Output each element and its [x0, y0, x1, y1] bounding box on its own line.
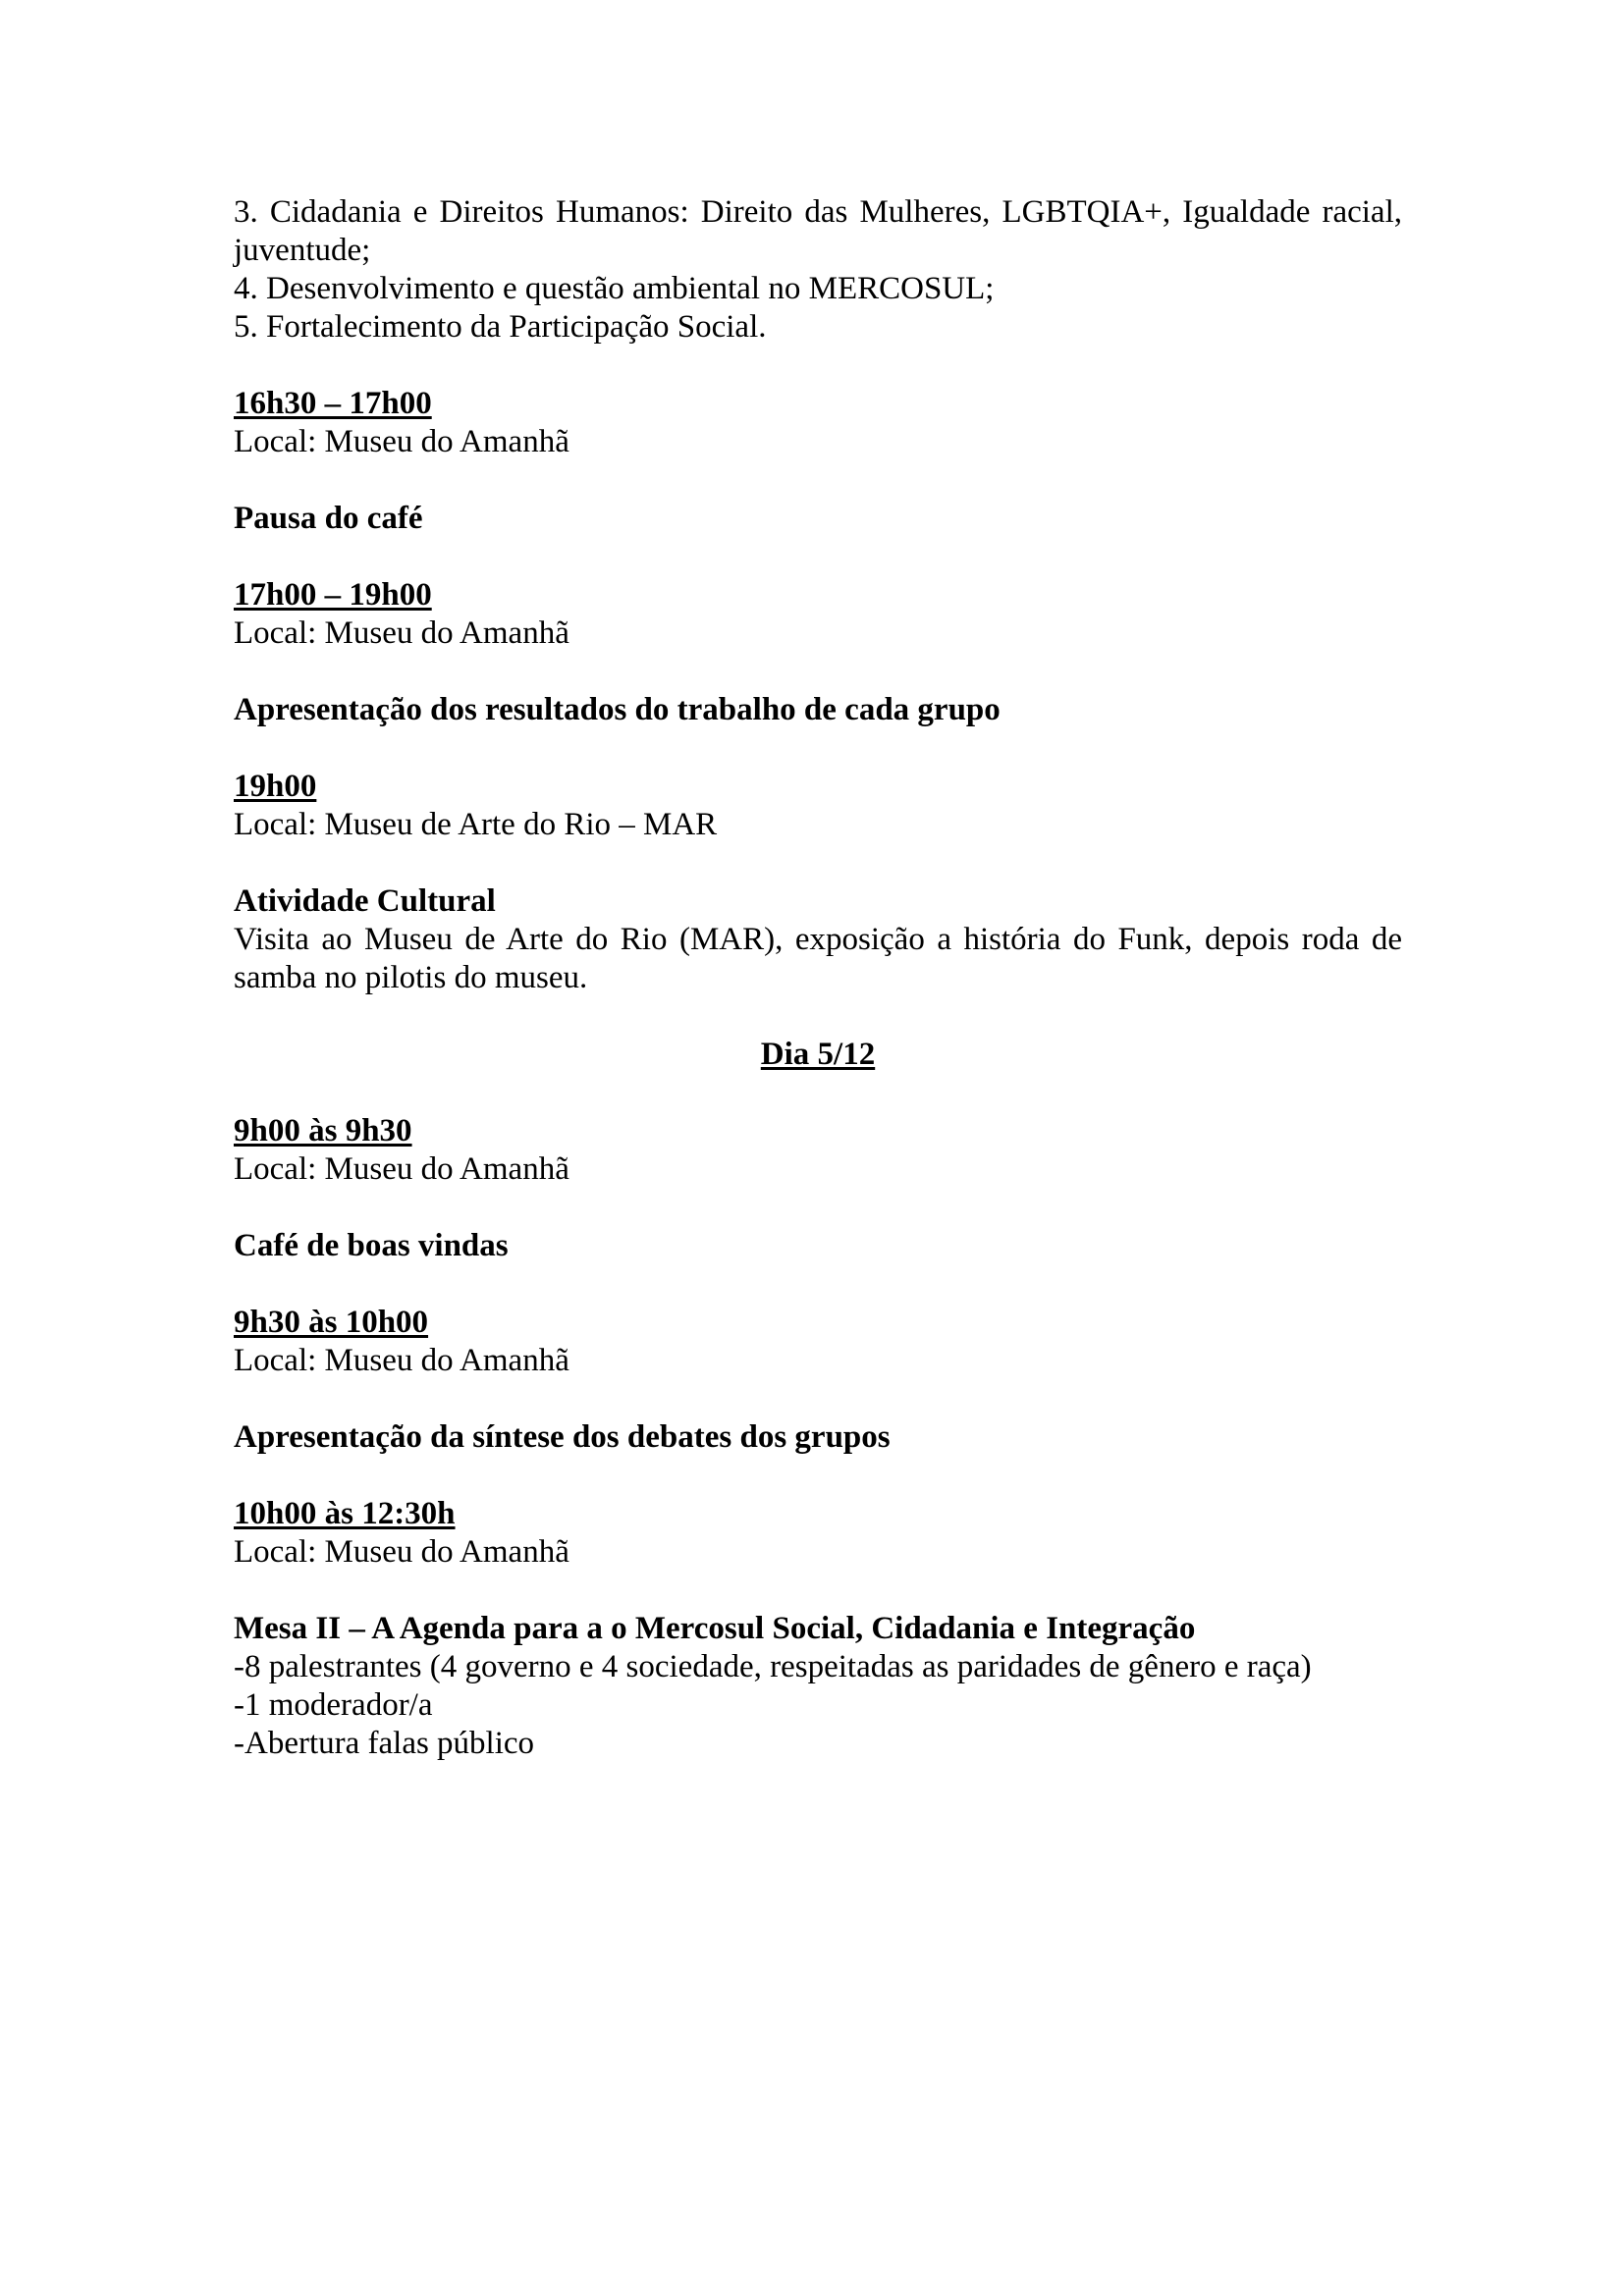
session-time: 19h00 [234, 769, 317, 804]
session-detail: -8 palestrantes (4 governo e 4 sociedade, respeitadas as paridades de gênero e raça) [234, 1649, 1312, 1684]
session-block [234, 576, 1402, 729]
session-detail: -Abertura falas público [234, 1726, 535, 1761]
session-title: Apresentação da síntese dos debates dos grupos [234, 1419, 891, 1455]
session-time: 17h00 – 19h00 [234, 577, 432, 613]
document-page [234, 193, 1402, 1763]
session-time: 9h30 às 10h00 [234, 1305, 429, 1340]
day-heading: Dia 5/12 [760, 1037, 876, 1072]
session-title: Pausa do café [234, 501, 423, 536]
topic-item: 4. Desenvolvimento e questão ambiental no MERCOSUL; [234, 271, 995, 306]
session-time: 16h30 – 17h00 [234, 386, 432, 421]
session-location: Local: Museu do Amanhã [234, 1534, 569, 1570]
session-location: Local: Museu do Amanhã [234, 424, 569, 459]
session-location: Local: Museu do Amanhã [234, 615, 569, 651]
session-block [234, 385, 1402, 538]
topic-list [234, 193, 1402, 347]
session-detail: -1 moderador/a [234, 1687, 433, 1723]
session-block [234, 1304, 1402, 1457]
session-title: Mesa II – A Agenda para a o Mercosul Social, Cidadania e Integração [234, 1611, 1196, 1646]
session-location: Local: Museu de Arte do Rio – MAR [234, 807, 718, 842]
session-block [234, 1112, 1402, 1265]
session-location: Local: Museu do Amanhã [234, 1151, 569, 1187]
topic-item: 5. Fortalecimento da Participação Social. [234, 309, 767, 345]
session-block [234, 768, 1402, 997]
session-title: Apresentação dos resultados do trabalho de cada grupo [234, 692, 1001, 727]
session-time: 9h00 às 9h30 [234, 1113, 412, 1148]
session-block [234, 1495, 1402, 1763]
session-title: Café de boas vindas [234, 1228, 509, 1263]
session-title: Atividade Cultural [234, 883, 496, 919]
session-location: Local: Museu do Amanhã [234, 1343, 569, 1378]
session-description: Visita ao Museu de Arte do Rio (MAR), exposição a história do Funk, depois roda de samba no pilotis do museu. [234, 922, 1402, 995]
session-time: 10h00 às 12:30h [234, 1496, 456, 1531]
topic-item: 3. Cidadania e Direitos Humanos: Direito das Mulheres, LGBTQIA+, Igualdade racial, juventude; [234, 194, 1402, 268]
